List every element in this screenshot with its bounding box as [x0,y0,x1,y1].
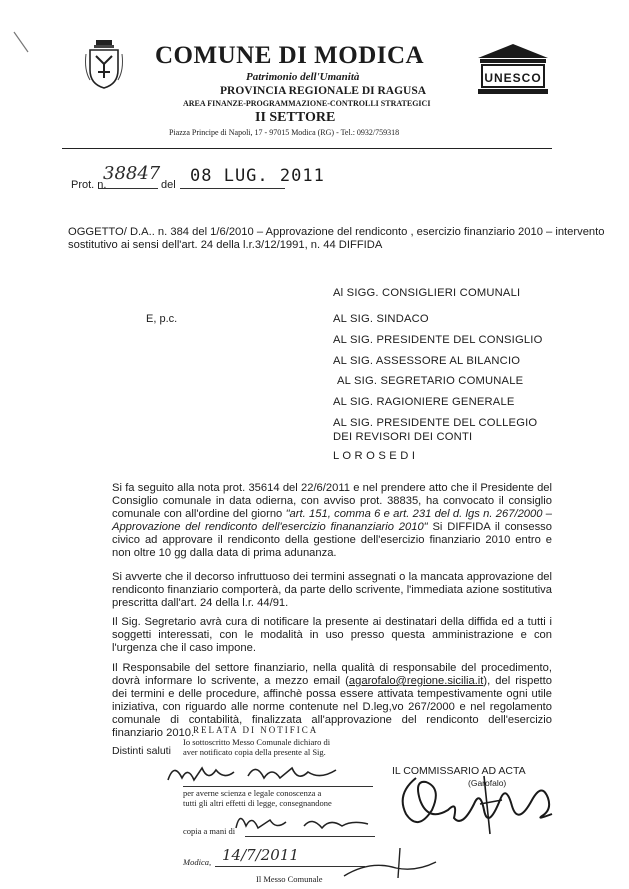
unesco-logo [478,44,548,96]
protocol-number-line [98,188,158,189]
relata-line-4: tutti gli altri effetti di legge, consegnandone [183,798,332,808]
relata-title: RELATA DI NOTIFICA [193,725,319,735]
commissioner-signature [392,770,567,840]
unesco-logo-text: UNESCO [484,71,542,85]
recipient-chief-accountant: AL SIG. RAGIONIERE GENERALE [333,396,515,408]
protocol-date-stamp: 08 LUG. 2011 [190,166,325,186]
recipient-auditors-president: AL SIG. PRESIDENTE DEL COLLEGIO [333,417,538,429]
department-area: AREA FINANZE-PROGRAMMAZIONE-CONTROLLI STRATEGICI [183,99,431,108]
relata-line-1: Io sottoscritto Messo Comunale dichiaro di [183,737,331,747]
paragraph-4-rest: ), del rispetto dei termini e delle procedure, affinchè possa essere attivata tempestivamente ogni utile iniziativa, con riguardo alle norme contenute nel D.leg,vo 267/2000 e nel regolamento comunale di contabilità, finalizzata all'approvazione del rendiconto dell'esercizio finanziario 2010. [112,675,552,739]
closing-salutation: Distinti saluti [112,745,171,757]
handwritten-date: 14/7/2011 [222,846,299,864]
recipient-loro-sedi: L O R O S E D I [333,450,416,462]
paragraph-1-intro: Si fa seguito alla nota prot. 35614 del 22/6/2011 e nel prendere atto che il Presidente del Consiglio comunale in data odierna, con avviso prot. 38835, ha convocato il consiglio comunale con all'ordine del giorno [112,482,552,520]
email-link[interactable]: agarofalo@regione.sicilia.it [348,675,484,687]
relata-line-3: per averne scienza e legale conoscenza a [183,788,322,798]
recipient-mayor: AL SIG. SINDACO [333,313,429,325]
recipient-council-president: AL SIG. PRESIDENTE DEL CONSIGLIO [333,334,543,346]
relata-modica: Modica, [183,857,212,867]
relata-copia-line [245,836,375,837]
recipient-secretary: AL SIG. SEGRETARIO COMUNALE [337,375,524,387]
protocol-date-line [180,188,285,189]
office-address: Piazza Principe di Napoli, 17 - 97015 Modica (RG) - Tel.: 0932/759318 [169,128,400,137]
recipient-signature [160,758,350,788]
relata-line-2: aver notificato copia della presente al Sig. [183,747,326,757]
paragraph-1 [112,482,552,560]
commissioner-title: IL COMMISSARIO AD ACTA [392,765,526,777]
relata-recipient-line [183,786,373,787]
paragraph-3: Il Sig. Segretario avrà cura di notificare la presente ai destinatari della diffida ed a tutti i soggetti interessati, con le modalità in uso presso questa amministrazione e con l'urgenza che il caso impone. [112,616,552,654]
recipient-budget-assessor: AL SIG. ASSESSORE AL BILANCIO [333,355,521,367]
scan-mark [12,30,30,54]
recipient-auditors: DEI REVISORI DEI CONTI [333,431,473,443]
header-divider [62,148,552,149]
sector-name: II SETTORE [255,110,336,125]
paragraph-2: Si avverte che il decorso infruttuoso dei termini assegnati o la mancata approvazione del rendiconto finanziario comporterà, da parte dello scrivente, l'immediata azione sostitutiva prescritta dall'art. 24 della l.r. 44/91. [112,571,552,609]
cc-label: E, p.c. [146,313,178,325]
province-name: PROVINCIA REGIONALE DI RAGUSA [220,85,427,97]
commissioner-name: (Garofalo) [468,778,507,788]
protocol-del-label: del [161,179,176,191]
handwritten-name-signature [230,808,390,836]
paragraph-4 [112,662,552,740]
messo-signature [340,842,450,882]
paragraph-1-diffida: Si DIFFIDA il consesso civico ad approvare il rendiconto della gestione dell'esercizio finanziario 2010 entro e non oltre 10 gg dalla data di prima adunanza. [112,521,552,559]
protocol-label: Prot. n. [71,179,107,191]
relata-messo: Il Messo Comunale [256,874,323,884]
paragraph-1-agenda: "art. 151, comma 6 e art. 231 del d. lgs n. 267/2000 – Approvazione del rendiconto dell'esercizio finananziario 2010" [112,508,552,533]
municipality-title: COMUNE DI MODICA [155,42,425,69]
subject-line: OGGETTO/ D.A.. n. 384 del 1/6/2010 – Approvazione del rendiconto , esercizio finanziario 2010 – intervento sostitutivo ai sensi dell'art. 24 della l.r.3/12/1991, n. 44 DIFFIDA [68,226,605,251]
coat-of-arms-logo [84,40,124,90]
paragraph-4-intro: Il Responsabile del settore finanziario, nella qualità di responsabile del procedimento, dovrà informare lo scrivente, a mezzo email ( [112,662,552,687]
recipient-councillors: Al SIGG. CONSIGLIERI COMUNALI [333,287,521,299]
protocol-number: 38847 [103,163,161,184]
relata-copia: copia a mani di [183,826,236,836]
heritage-subtitle: Patrimonio dell'Umanità [246,71,360,83]
